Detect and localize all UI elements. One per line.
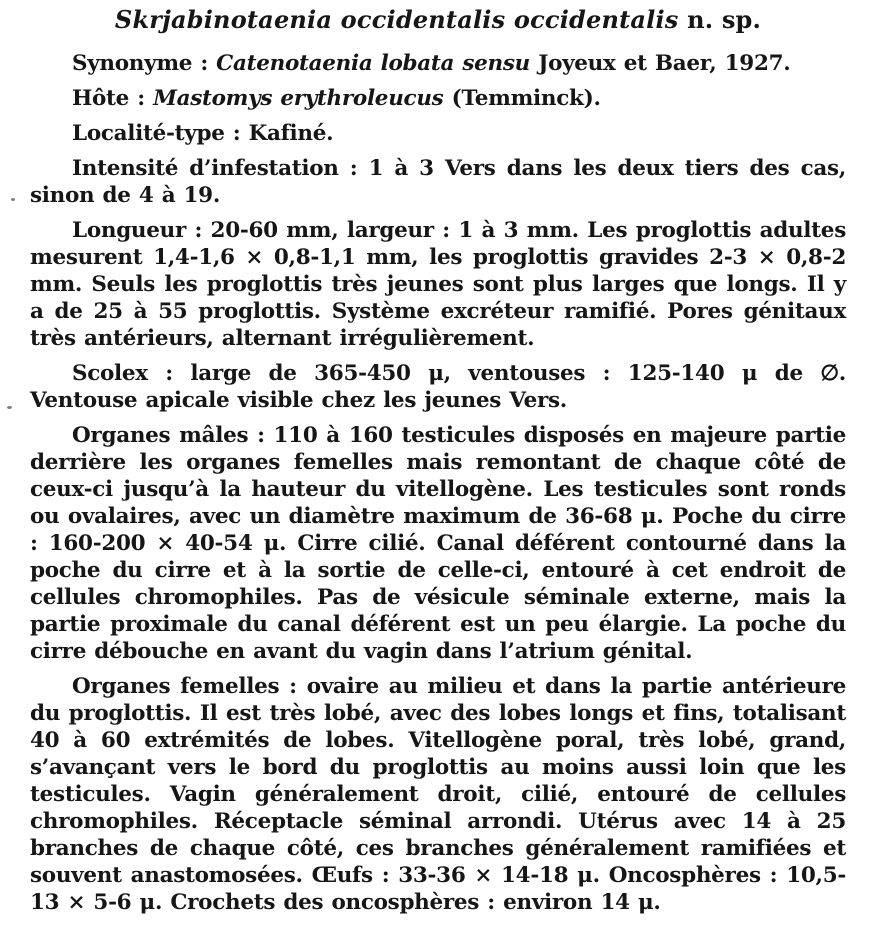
body-text: Hôte :	[72, 86, 154, 111]
latin-name-text: Catenotaenia lobata sensu	[216, 51, 531, 76]
body-text: Longueur : 20-60 mm, largeur : 1 à 3 mm. Les proglottis adultes mesurent 1,4-1,6 × 0,8-1,1 mm, les proglottis gravides 2-3 × 0,8-2 mm. Seuls les proglottis très jeunes sont plus larges que longs. Il y a de 25 à 55 proglottis. Système excréteur ramifié. Pores génitaux très antérieurs, alternant irrégulièrement.	[30, 218, 846, 351]
body-text: Organes mâles : 110 à 160 testicules disposés en majeure partie derrière les organes femelles mais remontant de chaque côté de ceux-ci jusqu’à la hauteur du vitellogène. Les testicules sont ronds ou ovalaires, avec un diamètre maximum de 36-68 μ. Poche du cirre : 160-200 × 40-54 μ. Cirre cilié. Canal déférent contourné dans la poche du cirre et à la sortie de celle-ci, entouré à cet endroit de cellules chromophiles. Pas de vésicule séminale externe, mais la partie proximale du canal déférent est un peu élargie. La poche du cirre débouche en avant du vagin dans l’atrium génital.	[30, 423, 846, 664]
body-text: Intensité d’infestation : 1 à 3 Vers dans les deux tiers des cas, sinon de 4 à 19.	[30, 156, 846, 208]
body-text: (Temminck).	[443, 86, 601, 111]
body-paragraphs	[30, 50, 846, 916]
body-text: Joyeux et Baer, 1927.	[530, 51, 791, 76]
species-name: Skrjabinotaenia occidentalis occidentalis	[114, 5, 679, 34]
paragraph-synonyme	[30, 50, 846, 77]
body-text: Organes femelles : ovaire au milieu et dans la partie antérieure du proglottis. Il est très lobé, avec des lobes longs et fins, totalisant 40 à 60 extrémités de lobes. Vitellogène poral, très lobé, grand, s’avançant vers le bord du proglottis au moins aussi loin que les testicules. Vagin généralement droit, cilié, entouré de cellules chromophiles. Réceptacle séminal arrondi. Utérus avec 14 à 25 branches de chaque côté, ces branches généralement ramifiées et souvent anastomosées. Œufs : 33-36 × 14-18 μ. Oncosphères : 10,5-13 × 5-6 μ. Crochets des oncosphères : environ 14 μ.	[30, 674, 846, 915]
new-species-suffix: n. sp.	[678, 5, 762, 34]
text-column	[30, 5, 846, 916]
paragraph-dimensions	[30, 217, 846, 352]
paragraph-organes-femelles	[30, 673, 846, 916]
scan-speck	[11, 198, 15, 201]
latin-name-text: Mastomys erythroleucus	[153, 86, 444, 111]
body-text: Synonyme :	[72, 51, 217, 76]
paragraph-localite-type	[30, 120, 846, 147]
body-text: Localité-type : Kafiné.	[72, 121, 334, 146]
scan-speck	[7, 406, 12, 409]
paragraph-hote	[30, 85, 846, 112]
paragraph-intensite-infestation	[30, 155, 846, 209]
paragraph-scolex	[30, 360, 846, 414]
paragraph-organes-males	[30, 422, 846, 665]
species-title	[30, 5, 846, 35]
body-text: Scolex : large de 365-450 μ, ventouses : 125-140 μ de ∅. Ventouse apicale visible chez les jeunes Vers.	[30, 361, 846, 413]
